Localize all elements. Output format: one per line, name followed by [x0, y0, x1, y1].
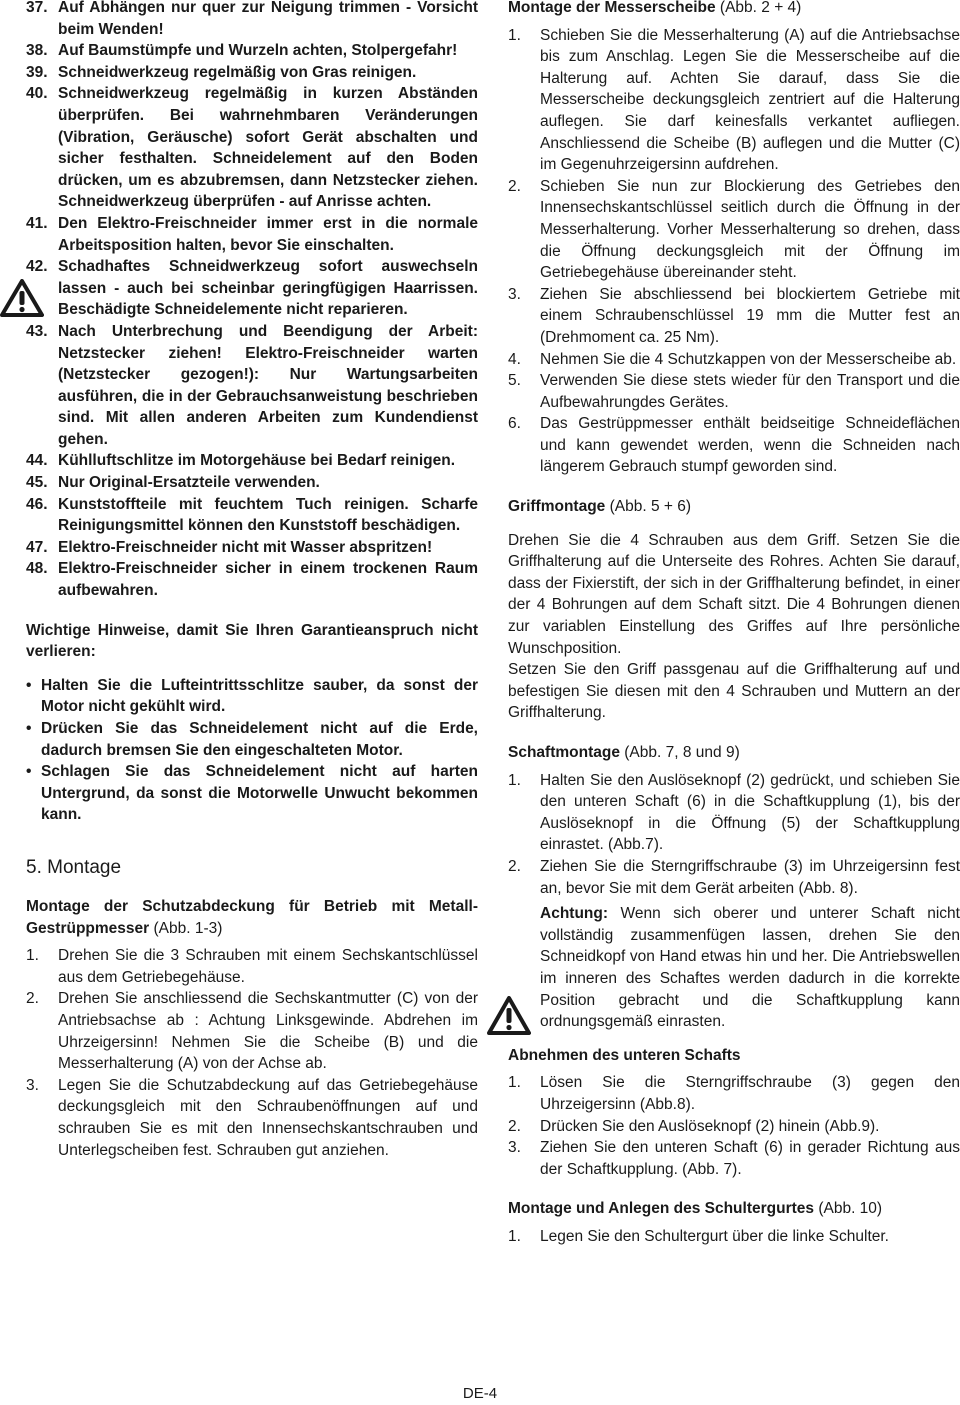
guarantee-bullets: [26, 675, 478, 826]
blade-steps: [508, 25, 960, 478]
rule-item: 45. Nur Original-Ersatzteile verwenden.: [26, 474, 320, 492]
grip-heading: Griffmontage (Abb. 5 + 6): [508, 498, 692, 516]
list-item: 1. Drehen Sie die 3 Schrauben mit einem Sechskantschlüssel aus dem Getriebegehäuse.: [26, 947, 478, 986]
blade-heading: Montage der Messerscheibe (Abb. 2 + 4): [508, 0, 802, 16]
grip-paragraph: Setzen Sie den Griff passgenau auf die Griffhalterung auf und befestigen Sie diesen mit den 4 Schrauben und Muttern an der Griffhalterung.: [508, 661, 960, 722]
list-item: 2. Ziehen Sie die Sterngriffschraube (3) im Uhrzeigersinn fest an, bevor Sie mit dem Gerät arbeiten (Abb. 8).: [508, 857, 960, 897]
list-item: 1. Lösen Sie die Sterngriffschraube (3) gegen den Uhrzeigersinn (Abb.8).: [508, 1074, 960, 1113]
rule-item: 43. Nach Unterbrechung und Beendigung der Arbeit: Netzstecker ziehen! Elektro-Freischneider warten (Netzstecker gezogen!): Nur Wartungsarbeiten ausführen, die in der Gebrauchsanweistung beschrieben sind. Mit allen anderen Arbeiten zum Kundendienst gehen.: [26, 322, 478, 448]
list-item: 5. Verwenden Sie diese stets wieder für den Transport und die Aufbewahrungdes Gerätes.: [508, 372, 960, 411]
rule-item: 42. Schadhaftes Schneidwerkzeug sofort auswechseln lassen - auch bei scheinbar geringfügigen Haarrissen. Beschädigte Schneidelemente nicht reparieren.: [26, 258, 478, 319]
guard-steps: [26, 945, 478, 1161]
remove-heading: Abnehmen des unteren Schafts: [508, 1046, 741, 1064]
list-item: 6. Das Gestrüppmesser enthält beidseitige Schneideflächen und kann gewendet werden, wenn die Schneiden nach längerem Gebrauch stumpf geworden sind.: [508, 415, 960, 476]
right-column: [508, 0, 960, 1247]
rule-item: 40. Schneidwerkzeug regelmäßig in kurzen Abständen überprüfen. Bei wahrnehmbaren Veränderungen (Vibration, Geräusche) sofort Gerät abschalten und sicher festhalten. Schneidelement auf den Boden drücken, um es abzubremsen, dann Netzstecker ziehen. Schneidwerkzeug überprüfen - auf Anrisse achten.: [26, 85, 478, 211]
strap-heading: Montage und Anlegen des Schultergurtes (Abb. 10): [508, 1200, 883, 1218]
rule-item: 38. Auf Baumstümpfe und Wurzeln achten, Stolpergefahr!: [26, 42, 458, 60]
section-title: 5. Montage: [26, 856, 122, 878]
caution-note: Achtung: Wenn sich oberer und unterer Schaft nicht vollständig zusammenfügen lassen, drehen Sie den Schneidkopf von Hand etwas hin und her. Die Antriebswellen im inneren des Schaftes werden dadurch in die korrekte Position gebracht und die Schaftkupplung kann ordnungsgemäß einrasten.: [540, 905, 960, 1031]
list-item: 1. Legen Sie den Schultergurt über die linke Schulter.: [508, 1227, 889, 1245]
guarantee-heading: Wichtige Hinweise, damit Sie Ihren Garantieanspruch nicht verlieren:: [26, 621, 478, 661]
list-item: 2. Drücken Sie den Auslöseknopf (2) hinein (Abb.9).: [508, 1117, 880, 1135]
rule-item: 37. Auf Abhängen nur quer zur Neigung trimmen - Vorsicht beim Wenden!: [26, 0, 478, 38]
rule-item: 46. Kunststoffteile mit feuchtem Tuch reinigen. Scharfe Reinigungsmittel können den Kunststoff beschädigen.: [26, 495, 478, 535]
shaft-steps: [508, 770, 960, 900]
rule-item: 47. Elektro-Freischneider nicht mit Wasser abspritzen!: [26, 538, 433, 556]
list-item: • Halten Sie die Lufteintrittsschlitze sauber, da sonst der Motor nicht gekühlt wird.: [26, 676, 478, 716]
page-number: DE-4: [462, 1385, 498, 1402]
list-item: 4. Nehmen Sie die 4 Schutzkappen von der Messerscheibe ab.: [508, 350, 957, 368]
remove-steps: [508, 1072, 960, 1180]
list-item: • Schlagen Sie das Schneidelement nicht auf harten Untergrund, da sonst die Motorwelle Unwucht bekommen kann.: [26, 763, 478, 824]
list-item: 1. Halten Sie den Auslöseknopf (2) gedrückt, und schieben Sie den unteren Schaft (6) in die Schaftkupplung (1), bis der Auslöseknopf in die Öffnung (5) der Schaftkupplung einrastet. (Abb.7).: [508, 771, 960, 854]
list-item: 3. Legen Sie die Schutzabdeckung auf das Getriebegehäuse deckungsgleich mit den Schraubenöffnungen auf und schrauben Sie es mit den Innensechskantschrauben und Unterlegscheiben fest. Schrauben gut anziehen.: [26, 1076, 478, 1159]
shaft-heading: Schaftmontage (Abb. 7, 8 und 9): [508, 744, 740, 761]
list-item: 2. Drehen Sie anschliessend die Sechskantmutter (C) von der Antriebsachse ab : Achtung Linksgewinde. Abdrehen im Uhrzeigersinn! Nehmen Sie die Scheibe (B) und die Messerhalterung (A) von der Achse ab.: [26, 990, 478, 1073]
list-item: 3. Ziehen Sie den unteren Schaft (6) in gerader Richtung aus der Schaftkupplung. (Abb. 7).: [508, 1139, 960, 1178]
grip-paragraph: Drehen Sie die 4 Schrauben aus dem Griff. Setzen Sie die Griffhalterung auf die Unterseite des Rohres. Achten Sie darauf, dass der Fixierstift, der sich in der Griffhalterung befindet, in einer der 4 Bohrungen auf dem Schaft sitzt. Die 4 Bohrungen dienen zur variablen Einstellung des Griffes auf Ihre persönliche Wunschposition.: [508, 531, 960, 657]
list-item: 2. Schieben Sie nun zur Blockierung des Getriebes den Innensechskantschlüssel seitlich durch die Öffnung in der Messerhalterung. Vorher Messerhalterung so drehen, dass die Öffnung deckungsgleich mit der Öffnung im Getriebegehäuse übereinander steht.: [508, 177, 960, 282]
safety-rules-list: [26, 0, 478, 602]
rule-item: 44. Kühlluftschlitze im Motorgehäuse bei Bedarf reinigen.: [26, 452, 456, 470]
rule-item: 39. Schneidwerkzeug regelmäßig von Gras reinigen.: [26, 63, 417, 81]
strap-steps: [508, 1226, 960, 1248]
list-item: 1. Schieben Sie die Messerhalterung (A) auf die Antriebsachse bis zum Anschlag. Legen Sie die Messerscheibe auf die Halterung auf. Achten Sie darauf, dass Sie die Messerscheibe deckungsgleich zentriert auf die Halterung auflegen. Sie darf keinesfalls verkantet aufliegen. Anschliessend die Scheibe (B) auflegen und die Mutter (C) im Gegenuhrzeigersinn aufdrehen.: [508, 26, 960, 174]
rule-item: 48. Elektro-Freischneider sicher in einem trockenen Raum aufbewahren.: [26, 560, 478, 600]
guard-heading: Montage der Schutzabdeckung für Betrieb mit Metall-Gestrüppmesser (Abb. 1-3): [26, 897, 478, 937]
list-item: • Drücken Sie das Schneidelement nicht auf die Erde, dadurch bremsen Sie den eingeschalteten Motor.: [26, 720, 478, 759]
rule-item: 41. Den Elektro-Freischneider immer erst in die normale Arbeitsposition halten, bevor Sie einschalten.: [26, 214, 478, 254]
left-column: [26, 0, 478, 1161]
list-item: 3. Ziehen Sie abschliessend bei blockiertem Getriebe mit einem Schraubenschlüssel 19 mm die Mutter fest an (Drehmoment ca. 25 Nm).: [508, 285, 960, 346]
